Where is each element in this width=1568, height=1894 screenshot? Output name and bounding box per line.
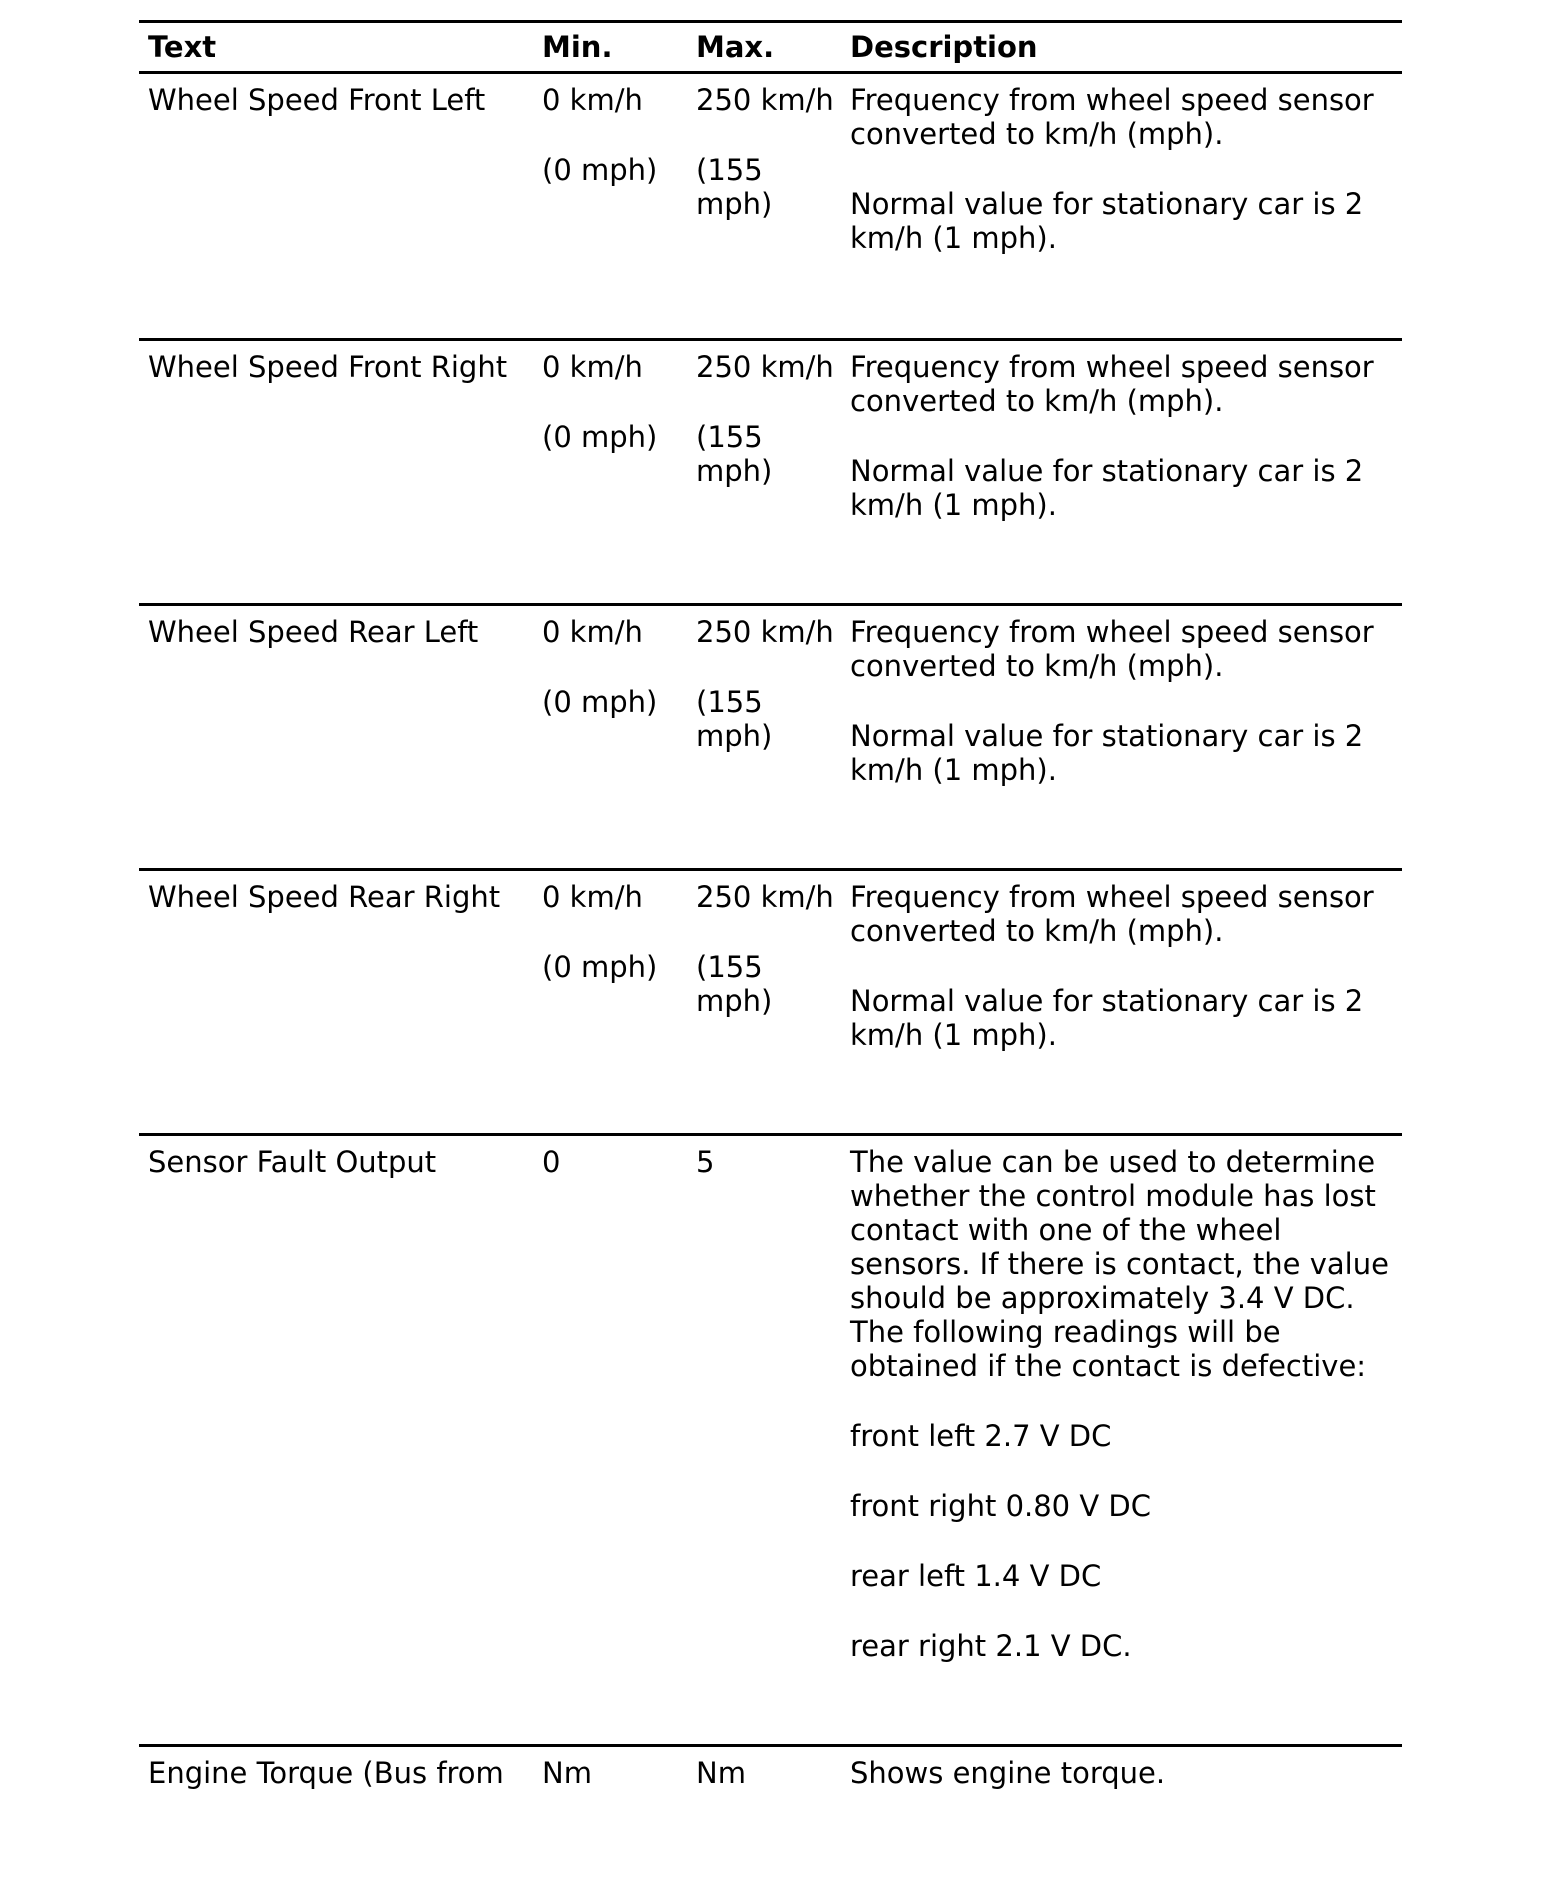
min-value: 0 km/h <box>542 83 643 117</box>
max-cell <box>687 871 841 1018</box>
row-label: Wheel Speed Front Left <box>148 83 486 117</box>
table-row <box>139 1744 1402 1864</box>
description-note: Normal value for stationary car is 2 km/h (1 mph). <box>850 984 1364 1052</box>
min-cell <box>533 871 687 984</box>
max-value-imperial: (155 mph) <box>696 950 773 1018</box>
min-cell <box>533 341 687 454</box>
min-value-imperial: (0 mph) <box>542 685 658 719</box>
max-value: Nm <box>696 1756 746 1790</box>
row-label: Sensor Fault Output <box>148 1145 437 1179</box>
max-value: 5 <box>696 1145 715 1179</box>
header-description: Description <box>850 30 1038 64</box>
table-row <box>139 74 1402 338</box>
description-text: Frequency from wheel speed sensor converted to km/h (mph). <box>850 880 1374 948</box>
description-cell <box>841 74 1402 255</box>
max-value: 250 km/h <box>696 350 834 384</box>
max-value: 250 km/h <box>696 615 834 649</box>
reading-front-right: front right 0.80 V DC <box>850 1489 1151 1523</box>
description-cell <box>841 1136 1402 1663</box>
description-text: The value can be used to determine whether the control module has lost contact with one of the wheel sensors. If there is contact, the value should be approximately 3.4 V DC. The following readings will be obtained if the contact is defective: <box>850 1145 1389 1383</box>
row-label: Wheel Speed Rear Left <box>148 615 479 649</box>
table-row <box>139 603 1402 868</box>
reading-rear-left: rear left 1.4 V DC <box>850 1559 1102 1593</box>
min-cell <box>533 606 687 719</box>
min-value: 0 km/h <box>542 615 643 649</box>
min-value-imperial: (0 mph) <box>542 153 658 187</box>
table-row <box>139 868 1402 1133</box>
table-header <box>139 20 1402 74</box>
description-text: Shows engine torque. <box>850 1756 1166 1790</box>
description-cell <box>841 606 1402 787</box>
description-text: Frequency from wheel speed sensor converted to km/h (mph). <box>850 83 1374 151</box>
row-label: Wheel Speed Rear Right <box>148 880 501 914</box>
min-value-imperial: (0 mph) <box>542 950 658 984</box>
header-max: Max. <box>696 30 775 64</box>
reading-rear-right: rear right 2.1 V DC. <box>850 1629 1132 1663</box>
description-note: Normal value for stationary car is 2 km/h (1 mph). <box>850 454 1364 522</box>
min-value: Nm <box>542 1756 592 1790</box>
row-label: Engine Torque (Bus from <box>148 1756 504 1790</box>
max-cell <box>687 341 841 488</box>
parameter-table <box>139 20 1402 1864</box>
header-min: Min. <box>542 30 613 64</box>
max-value: 250 km/h <box>696 880 834 914</box>
description-text: Frequency from wheel speed sensor converted to km/h (mph). <box>850 350 1374 418</box>
min-value: 0 km/h <box>542 880 643 914</box>
reading-front-left: front left 2.7 V DC <box>850 1419 1112 1453</box>
max-value-imperial: (155 mph) <box>696 420 773 488</box>
max-cell <box>687 606 841 753</box>
min-value: 0 <box>542 1145 561 1179</box>
row-label: Wheel Speed Front Right <box>148 350 508 384</box>
description-cell <box>841 871 1402 1052</box>
min-cell <box>533 74 687 187</box>
min-value-imperial: (0 mph) <box>542 420 658 454</box>
max-value: 250 km/h <box>696 83 834 117</box>
max-value-imperial: (155 mph) <box>696 153 773 221</box>
max-value-imperial: (155 mph) <box>696 685 773 753</box>
header-text: Text <box>148 30 217 64</box>
max-cell <box>687 74 841 221</box>
table-row <box>139 1133 1402 1744</box>
description-note: Normal value for stationary car is 2 km/h (1 mph). <box>850 187 1364 255</box>
description-text: Frequency from wheel speed sensor converted to km/h (mph). <box>850 615 1374 683</box>
description-cell <box>841 341 1402 522</box>
description-note: Normal value for stationary car is 2 km/h (1 mph). <box>850 719 1364 787</box>
min-value: 0 km/h <box>542 350 643 384</box>
table-row <box>139 338 1402 603</box>
